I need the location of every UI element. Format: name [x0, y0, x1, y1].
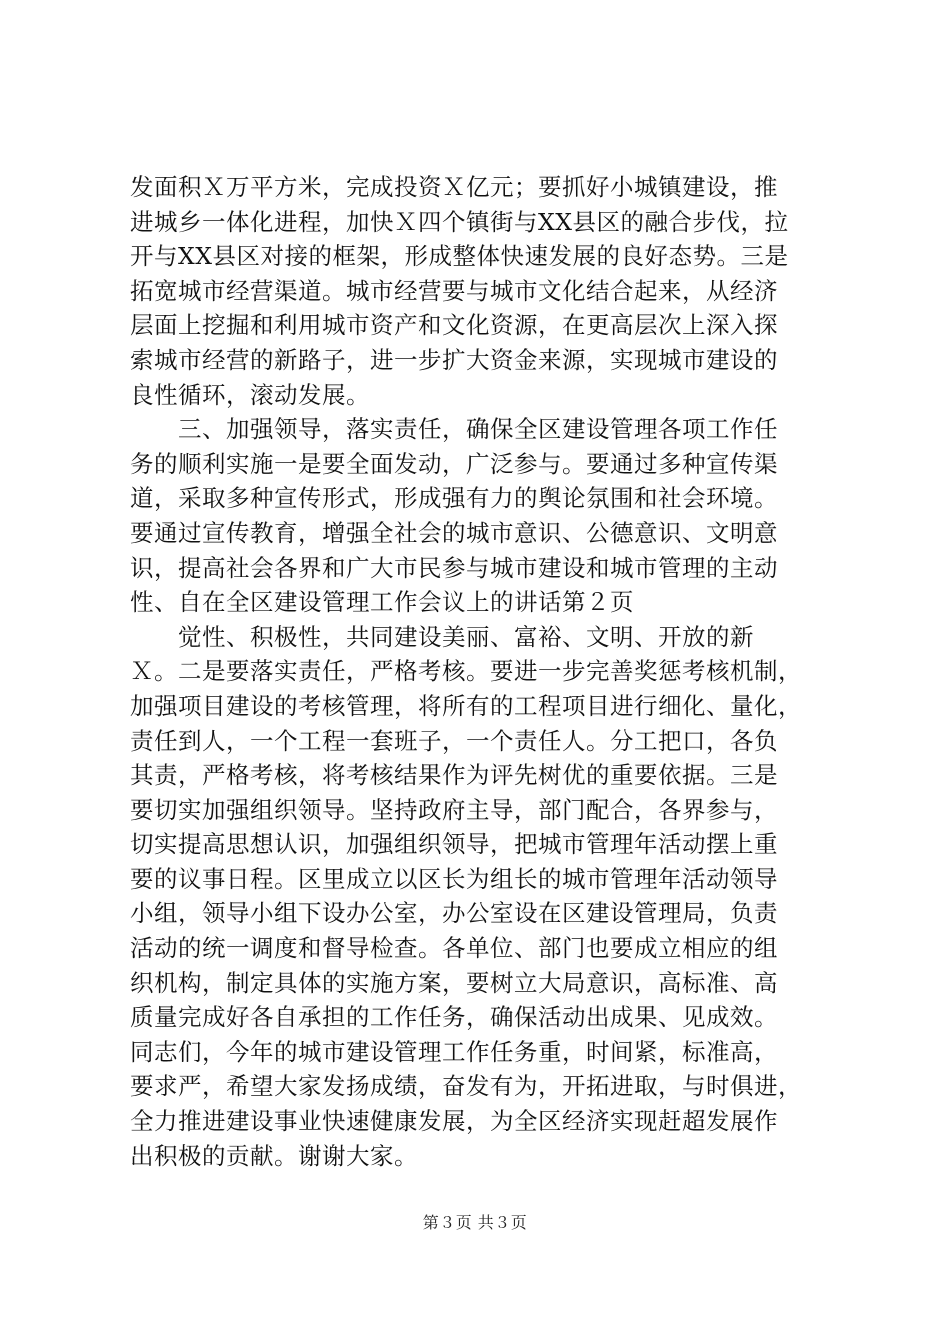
document-body [130, 170, 830, 1173]
text-line: 进城乡一体化进程，加快Ｘ四个镇街与XX县区的融合步伐，拉 [130, 207, 789, 236]
text-line: 要的议事日程。区里成立以区长为组长的城市管理年活动领导 [130, 864, 778, 893]
text-line: 要通过宣传教育，增强全社会的城市意识、公德意识、文明意 [130, 518, 778, 547]
text-line: 三、加强领导，落实责任，确保全区建设管理各项工作任 [130, 415, 778, 444]
page-footer [0, 1212, 950, 1234]
text-line: 道，采取多种宣传形式，形成强有力的舆论氛围和社会环境。 [130, 484, 778, 513]
text-line: 觉性、积极性，共同建设美丽、富裕、文明、开放的新 [130, 622, 754, 651]
text-line: 层面上挖掘和利用城市资产和文化资源，在更高层次上深入探 [130, 311, 778, 340]
text-line: 质量完成好各自承担的工作任务，确保活动出成果、见成效。 [130, 1003, 778, 1032]
text-line: 活动的统一调度和督导检查。各单位、部门也要成立相应的组 [130, 934, 778, 963]
text-line: 性、自在全区建设管理工作会议上的讲话第２页 [130, 588, 634, 617]
text-line: 发面积Ｘ万平方米，完成投资Ｘ亿元；要抓好小城镇建设，推 [130, 173, 778, 201]
text-line: Ｘ。二是要落实责任，严格考核。要进一步完善奖惩考核机制， [130, 657, 802, 686]
text-line: 同志们，今年的城市建设管理工作任务重，时间紧，标准高， [130, 1037, 778, 1066]
text-line: 良性循环，滚动发展。 [130, 380, 370, 409]
text-line: 出积极的贡献。谢谢大家。 [130, 1141, 418, 1170]
page-number-label: 第３页 共３页 [422, 1213, 528, 1232]
text-line: 要求严，希望大家发扬成绩，奋发有为，开拓进取，与时俱进， [130, 1072, 802, 1101]
text-line: 其责，严格考核，将考核结果作为评先树优的重要依据。三是 [130, 761, 778, 790]
text-line: 加强项目建设的考核管理，将所有的工程项目进行细化、量化， [130, 691, 802, 720]
text-line: 开与XX县区对接的框架，形成整体快速发展的良好态势。三是 [130, 242, 789, 271]
text-line: 务的顺利实施一是要全面发动，广泛参与。要通过多种宣传渠 [130, 449, 778, 478]
text-line: 责任到人，一个工程一套班子，一个责任人。分工把口，各负 [130, 726, 778, 755]
text-line: 切实提高思想认识，加强组织领导，把城市管理年活动摆上重 [130, 830, 778, 859]
text-line: 索城市经营的新路子，进一步扩大资金来源，实现城市建设的 [130, 345, 778, 374]
text-line: 小组，领导小组下设办公室，办公室设在区建设管理局，负责 [130, 899, 778, 928]
text-line: 要切实加强组织领导。坚持政府主导，部门配合，各界参与， [130, 795, 778, 824]
text-line: 全力推进建设事业快速健康发展，为全区经济实现赶超发展作 [130, 1107, 778, 1136]
text-line: 识，提高社会各界和广大市民参与城市建设和城市管理的主动 [130, 553, 778, 582]
text-line: 拓宽城市经营渠道。城市经营要与城市文化结合起来，从经济 [130, 276, 778, 305]
text-line: 织机构，制定具体的实施方案，要树立大局意识，高标准、高 [130, 968, 778, 997]
